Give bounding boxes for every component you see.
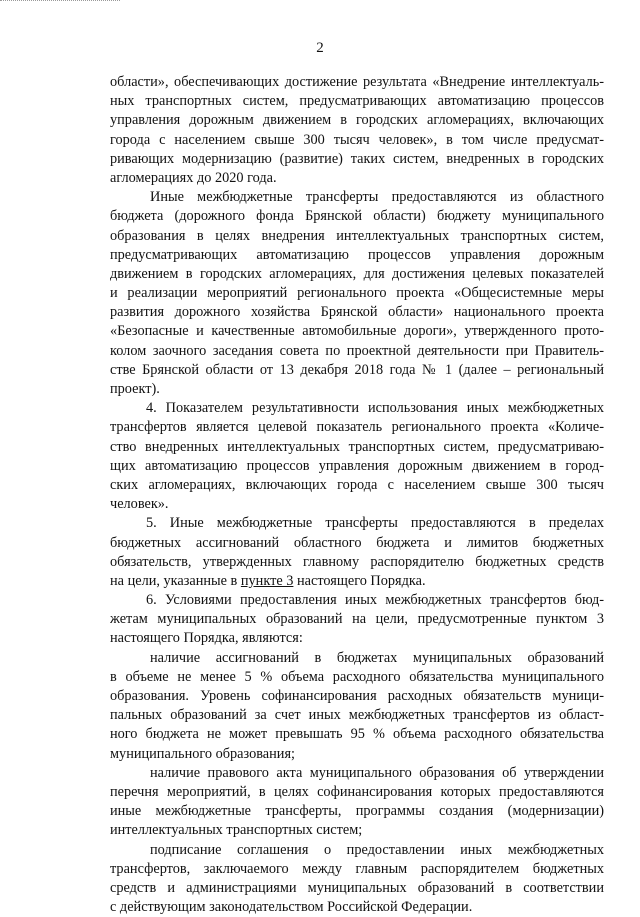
text-line: бюджетных ассигнований областного бюджета и лимитов бюджетных (110, 534, 604, 551)
text-line: Иные межбюджетные трансферты предоставляются из областного (150, 189, 604, 206)
text-line: трансфертов, заключаемого между главным распорядителем бюджетных (110, 860, 604, 877)
text-line: колом заочного заседания совета по проектной деятельности при Правитель- (110, 342, 604, 359)
text-line: ных транспортных систем, предусматривающих автоматизацию процессов (110, 93, 604, 110)
text-line: «Безопасные и качественные автомобильные дороги», утвержденного прото- (110, 323, 604, 340)
text-line: обязательств, утвержденных главному распорядителю бюджетных средств (110, 553, 604, 570)
text-line: жетам муниципальных образований на цели, предусмотренные пунктом 3 (110, 611, 604, 628)
text-line: движением в городских агломерациях, для достижения целевых показателей (110, 265, 604, 282)
page-number: 2 (316, 40, 324, 56)
text-line: иные межбюджетные трансферты, программы создания (модернизации) (110, 803, 604, 820)
text-line: 5. Иные межбюджетные трансферты предоставляются в пределах (146, 515, 604, 532)
text-line: ривающих модернизацию (развитие) таких систем, внедренных в городских (110, 150, 604, 167)
text-line: предусматривающих автоматизацию процессов управления дорожным (110, 246, 604, 263)
text-line: в объеме не менее 5 % объема расходного обязательства муниципального (110, 668, 604, 685)
text-line: пальных образований за счет иных межбюджетных трансфертов из област- (110, 707, 604, 724)
text-line: наличие правового акта муниципального образования об утверждении (150, 764, 604, 781)
text-line: проект). (110, 381, 160, 397)
scan-edge-mark (0, 0, 120, 3)
text-line: интеллектуальных транспортных систем; (110, 822, 363, 839)
text-line: управления дорожным движением в городских агломерациях, включающих (110, 112, 604, 129)
text-line: стве Брянской области от 13 декабря 2018 года № 1 (далее – региональный (110, 361, 604, 378)
text-line: муниципального образования; (110, 745, 295, 762)
text-line: трансфертов является целевой показатель регионального проекта «Количе- (110, 419, 604, 436)
document-body (110, 73, 604, 917)
text-line: наличие ассигнований в бюджетах муниципальных образований (150, 649, 604, 666)
cross-reference-link[interactable]: пункте 3 (240, 572, 294, 589)
text-line: агломерациях до 2020 года. (110, 169, 277, 186)
text-line: 6. Условиями предоставления иных межбюджетных трансфертов бюд- (146, 592, 604, 609)
text-line: ских агломерациях, включающих города с населением свыше 300 тысяч (110, 476, 604, 493)
text-line: ного бюджета не может превышать 95 % объема расходного обязательства (110, 726, 604, 743)
text-line: перечня мероприятий, в целях софинансирования которых предоставляются (110, 783, 604, 800)
text-line: человек». (110, 496, 169, 513)
text-line: области», обеспечивающих достижение результата «Внедрение интеллектуаль- (110, 74, 604, 90)
text-line: города с населением свыше 300 тысяч человек», в том числе предусмат- (110, 131, 604, 148)
text-line: бюджета (дорожного фонда Брянской области) бюджету муниципального (110, 208, 604, 225)
text-line: и реализации мероприятий регионального проекта «Общесистемные меры (110, 285, 604, 302)
text-line: щих автоматизацию процессов управления дорожным движением в город- (110, 457, 604, 474)
text-line: на цели, указанные в пункте 3 настоящего Порядка. (110, 572, 426, 589)
text-line: средств и администрациями муниципальных образований в соответствии (110, 879, 604, 896)
text-line: развития дорожного хозяйства Брянской области» национального проекта (110, 304, 604, 321)
text-line: 4. Показателем результативности использования иных межбюджетных (146, 400, 604, 417)
text-line: подписание соглашения о предоставлении иных межбюджетных (150, 841, 604, 858)
text-line: ство внедренных интеллектуальных транспортных систем, предусматриваю- (110, 438, 604, 455)
text-line: настоящего Порядка, являются: (110, 630, 303, 647)
text-line: образования в целях внедрения интеллектуальных транспортных систем, (110, 227, 604, 244)
text-line: с действующим законодательством Российской Федерации. (110, 899, 473, 916)
text-line: образования. Уровень софинансирования расходных обязательств муници- (110, 688, 604, 704)
